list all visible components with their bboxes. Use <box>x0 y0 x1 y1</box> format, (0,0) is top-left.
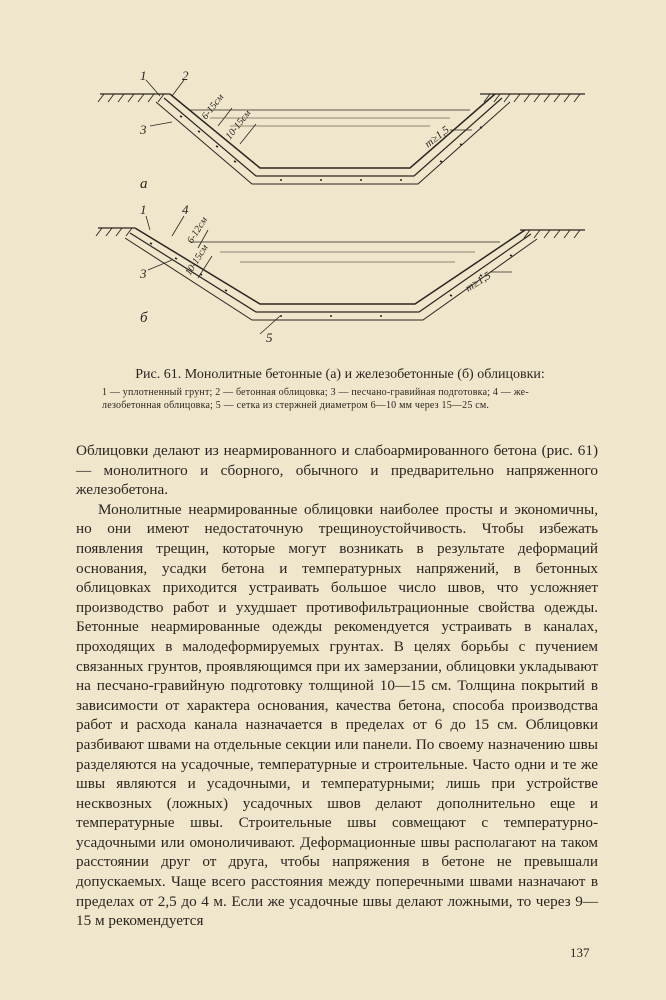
fig-b-label-4: 4 <box>182 202 189 217</box>
fig-b-label-5: 5 <box>266 330 273 345</box>
fig-a-dim-2: 10-15см <box>223 108 254 142</box>
fig-b-sublabel: б <box>140 310 148 326</box>
page-number: 137 <box>570 945 590 960</box>
fig-b-dim-2: 10-15см <box>183 242 211 278</box>
fig-b-slope: m≥1,5 <box>463 269 494 295</box>
paragraph-1: Облицовки делают из неармированного и слабоармированного бетона (рис. 61) — монолитного и сборного, обычного и предварительно напряженного железобетона. <box>76 442 598 499</box>
fig-a-slope: m≥1,5 <box>422 123 452 151</box>
figure-legend-line-1: 1 — уплотненный грунт; 2 — бетонная облицовка; 3 — песчано-гравийная подготовка; 4 — же- <box>102 387 529 398</box>
figure-legend-line-2: лезобетонная облицовка; 5 — сетка из стержней диаметром 6—10 мм через 15—25 см. <box>102 400 490 411</box>
canal-lining-figure <box>80 60 600 360</box>
body-text <box>76 441 598 931</box>
fig-a-label-1: 1 <box>140 68 147 83</box>
fig-a-label-3: 3 <box>140 122 147 137</box>
fig-b-label-1: 1 <box>140 202 147 217</box>
figure-b-cross-section <box>96 216 585 334</box>
fig-b-label-3: 3 <box>140 266 147 281</box>
figure-a-cross-section <box>98 80 585 184</box>
fig-b-dim-1: 6-12см <box>185 215 210 246</box>
figure-caption: Рис. 61. Монолитные бетонные (а) и железобетонные (б) облицовки: <box>135 367 545 382</box>
fig-a-label-2: 2 <box>182 68 189 83</box>
figure-legend <box>102 386 602 412</box>
fig-a-dim-1: 6-15см <box>199 92 227 122</box>
paragraph-2: Монолитные неармированные облицовки наиболее просты и экономичны, но они имеют недостаточную трещиноустойчивость. Чтобы избежать появления трещин, которые могут возникать в результате деформаций основания, усадки бетона и температурных напряжений, в бетонных облицовках приходится устраивать большое число швов, что усложняет производство работ и ухудшает противофильтрационные свойства одежды. Бетонные неармированные одежды рекомендуется устраивать в каналах, проходящих в малодеформируемых грунтах. В целях борьбы с пучением связанных грунтов, проявляющимся при их замерзании, облицовки укладывают на песчано-гравийную подготовку толщиной 10—15 см. Толщина покрытий в зависимости от характера основания, качества бетона, способа производства работ и расхода канала назначается в пределах от 6 до 15 см. Облицовки разбивают швами на отдельные секции или панели. По своему назначению швы разделяются на усадочные, температурные и строительные. Часто одни и те же швы являются и усадочными, и температурными; лишь при устройстве несквозных (ложных) усадочных швов делают дополнительно еще и температурные швы. Строительные швы совмещают с температурно-усадочными или омоноличивают. Деформационные швы располагают на таком расстоянии друг от друга, чтобы напряжения в бетоне не превышали допускаемых. Чаще всего расстояния между поперечными швами назначают в пределах от 2,5 до 4 м. Если же усадочные швы делают ложными, то через 9—15 м рекомендуется <box>76 500 598 930</box>
fig-a-sublabel: а <box>140 176 148 192</box>
